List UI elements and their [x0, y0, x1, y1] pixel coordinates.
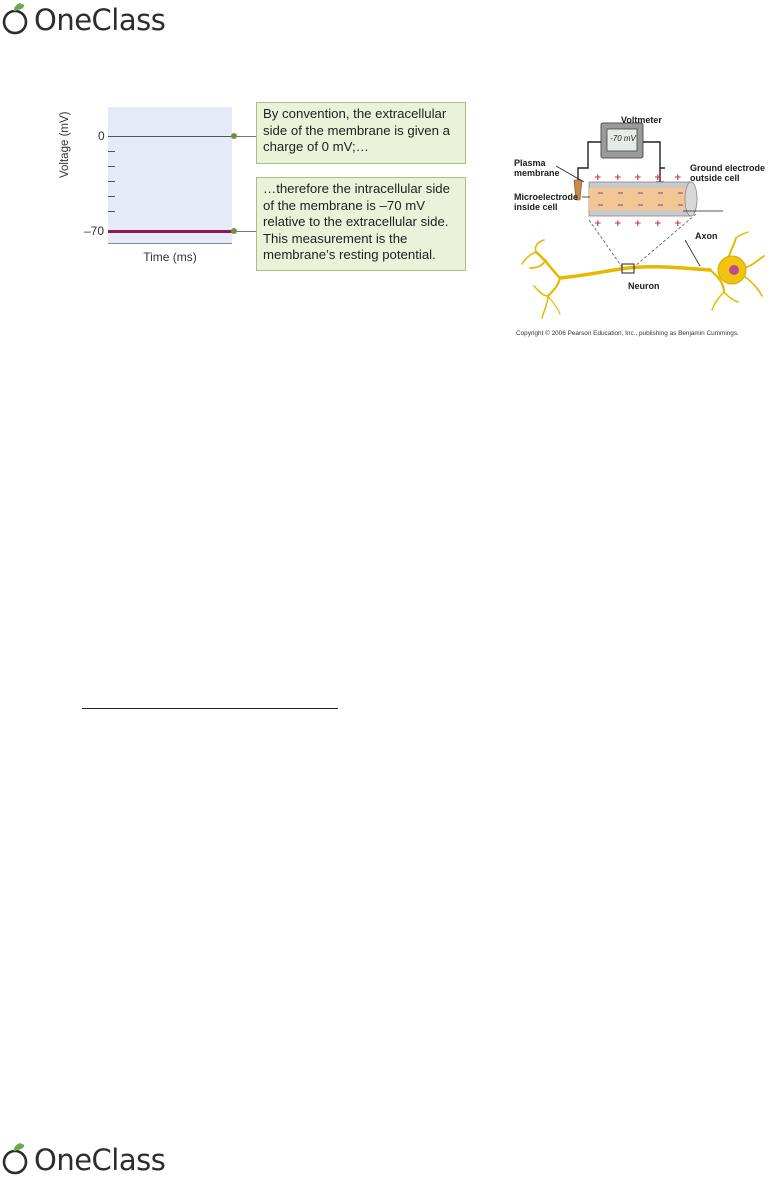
svg-text:+: + [634, 173, 642, 183]
voltmeter-label: Voltmeter [621, 115, 662, 125]
voltmeter-reading: -70 mV [610, 134, 636, 143]
neuron-diagram [500, 100, 784, 340]
y-tick [108, 211, 115, 212]
callout-dot-bottom [231, 228, 237, 234]
svg-text:+: + [614, 173, 622, 183]
graph-area [108, 107, 232, 243]
callout-dot-top [231, 133, 237, 139]
oneclass-logo [0, 2, 165, 36]
svg-text:+: + [674, 173, 682, 183]
svg-text:+: + [674, 219, 682, 229]
y-tick [108, 181, 115, 182]
underline-rule [82, 708, 338, 709]
nucleus-icon [729, 265, 739, 275]
y-tick-label-zero: 0 [98, 129, 105, 143]
apple-logo-icon [0, 2, 34, 36]
svg-text:+: + [614, 219, 622, 229]
axon-cytoplasm [589, 188, 691, 210]
svg-text:+: + [594, 173, 602, 183]
y-tick [108, 166, 115, 167]
y-tick [108, 151, 115, 152]
x-axis-label: Time (ms) [143, 250, 197, 264]
oneclass-logo-footer [0, 1142, 165, 1176]
y-axis-label: Voltage (mV) [59, 111, 71, 178]
copyright-notice: Copyright © 2006 Pearson Education, Inc., publishing as Benjamin Cummings. [516, 330, 739, 337]
microelectrode-label: Microelectrode inside cell [514, 192, 579, 212]
y-tick [108, 196, 115, 197]
x-axis-line [108, 243, 232, 244]
apple-logo-icon [0, 1142, 34, 1176]
brand-name-footer: OneClass [34, 1143, 166, 1177]
plasma-membrane-label: Plasma membrane [514, 158, 560, 178]
svg-text:+: + [654, 219, 662, 229]
neuron-label: Neuron [628, 281, 660, 291]
y-tick-label-minus-70: –70 [84, 224, 105, 238]
svg-text:+: + [634, 219, 642, 229]
callout-intracellular: …therefore the intracellular side of the membrane is –70 mV relative to the extracellular side. This measurement is the membrane’s resting potential. [256, 177, 466, 271]
axon-label: Axon [695, 231, 718, 241]
ground-electrode-label: Ground electrode outside cell [690, 163, 766, 183]
svg-text:+: + [654, 173, 662, 183]
callout-extracellular: By convention, the extracellular side of the membrane is given a charge of 0 mV;… [256, 102, 466, 164]
brand-name: OneClass [34, 3, 166, 37]
zero-mv-line [108, 136, 232, 137]
svg-text:+: + [594, 219, 602, 229]
resting-potential-line [108, 230, 232, 233]
